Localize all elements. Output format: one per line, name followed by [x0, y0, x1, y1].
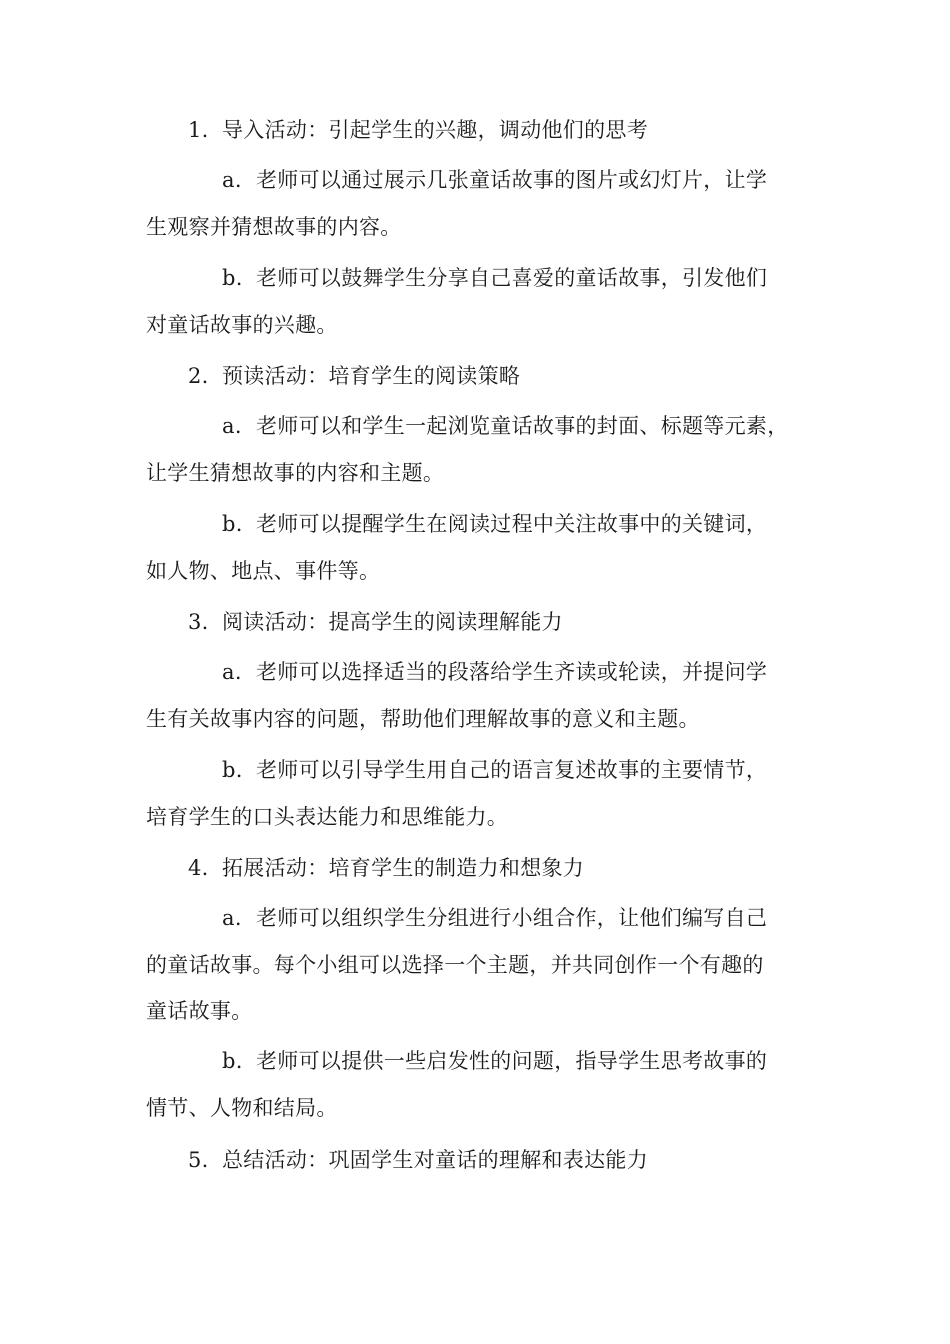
item-text: 老师可以引导学生用自己的语言复述故事的主要情节，	[256, 758, 768, 782]
item-first-line	[222, 1047, 767, 1075]
item-label: a.	[222, 168, 242, 192]
item-label: a.	[222, 660, 242, 684]
section-heading	[188, 116, 648, 144]
item-continuation-line: 让学生猜想故事的内容和主题。	[146, 461, 445, 485]
item-text: 老师可以通过展示几张童话故事的图片或幻灯片，让学	[256, 168, 768, 192]
item-continuation-line: 生有关故事内容的问题，帮助他们理解故事的意义和主题。	[146, 707, 700, 731]
item-label: b.	[222, 512, 243, 536]
section-heading	[188, 608, 563, 636]
section-number: 5.	[188, 1148, 209, 1172]
section-heading-text: 总结活动：巩固学生对童话的理解和表达能力	[222, 1148, 648, 1172]
item-continuation-line: 培育学生的口头表达能力和思维能力。	[146, 805, 509, 829]
item-text: 老师可以鼓舞学生分享自己喜爱的童话故事，引发他们	[256, 266, 768, 290]
item-continuation-line: 的童话故事。每个小组可以选择一个主题，并共同创作一个有趣的	[146, 953, 764, 977]
item-first-line	[222, 756, 767, 784]
section-number: 4.	[188, 856, 209, 880]
item-label: a.	[222, 414, 242, 438]
section-heading	[188, 854, 584, 882]
section-heading	[188, 362, 520, 390]
section-heading-text: 导入活动：引起学生的兴趣，调动他们的思考	[222, 118, 648, 142]
item-text: 老师可以和学生一起浏览童话故事的封面、标题等元素，	[256, 414, 789, 438]
item-first-line	[222, 166, 767, 194]
section-heading	[188, 1146, 648, 1174]
item-continuation-line: 生观察并猜想故事的内容。	[146, 215, 402, 239]
item-continuation-line: 童话故事。	[146, 999, 253, 1023]
item-first-line	[222, 510, 767, 538]
section-heading-text: 预读活动：培育学生的阅读策略	[222, 364, 521, 388]
item-label: b.	[222, 266, 243, 290]
item-label: a.	[222, 906, 242, 930]
section-number: 2.	[188, 364, 209, 388]
item-text: 老师可以选择适当的段落给学生齐读或轮读，并提问学	[256, 660, 768, 684]
item-continuation-line: 对童话故事的兴趣。	[146, 313, 338, 337]
item-first-line	[222, 412, 789, 440]
item-first-line	[222, 264, 767, 292]
section-heading-text: 阅读活动：提高学生的阅读理解能力	[222, 610, 563, 634]
item-text: 老师可以提醒学生在阅读过程中关注故事中的关键词，	[256, 512, 768, 536]
item-first-line	[222, 904, 767, 932]
item-label: b.	[222, 1049, 243, 1073]
item-text: 老师可以提供一些启发性的问题，指导学生思考故事的	[256, 1049, 768, 1073]
item-label: b.	[222, 758, 243, 782]
section-number: 3.	[188, 610, 209, 634]
section-number: 1.	[188, 118, 209, 142]
item-continuation-line: 如人物、地点、事件等。	[146, 559, 381, 583]
section-heading-text: 拓展活动：培育学生的制造力和想象力	[222, 856, 585, 880]
item-first-line	[222, 658, 767, 686]
item-continuation-line: 情节、人物和结局。	[146, 1096, 338, 1120]
item-text: 老师可以组织学生分组进行小组合作，让他们编写自己	[256, 906, 768, 930]
